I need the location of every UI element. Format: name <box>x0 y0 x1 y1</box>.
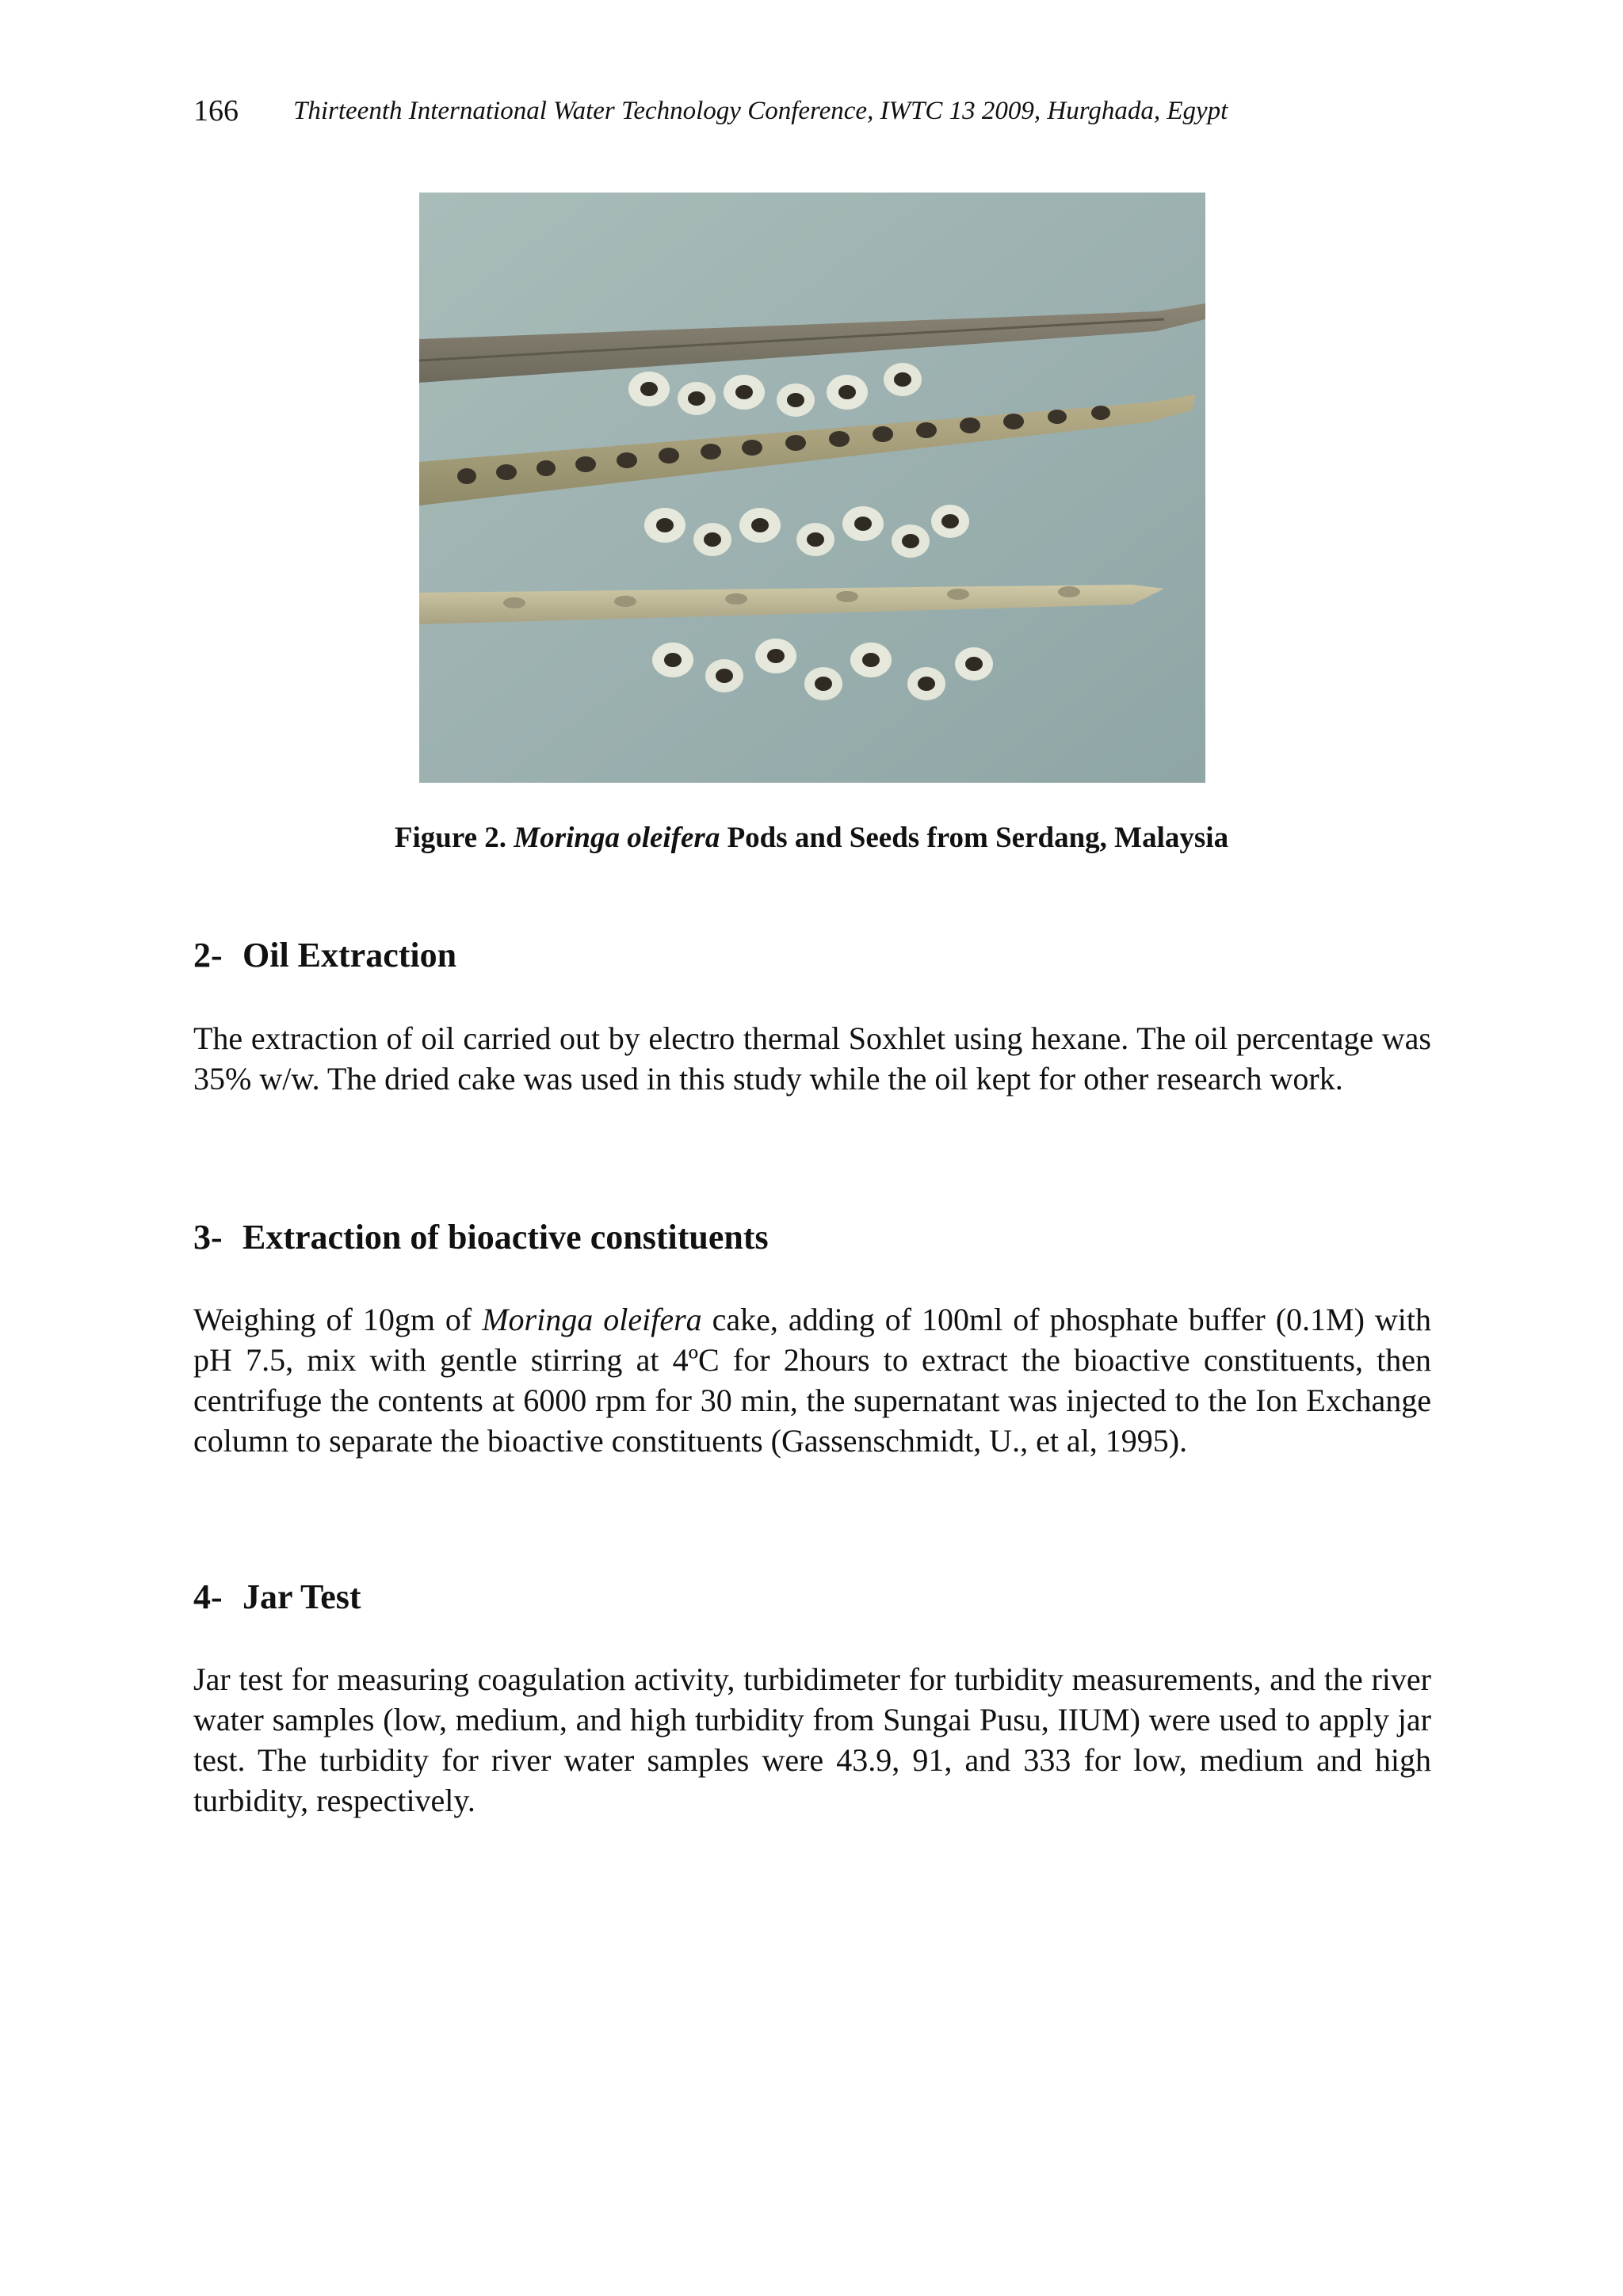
figure-caption-text: Pods and Seeds from Serdang, Malaysia <box>727 822 1229 854</box>
section-title: Extraction of bioactive constituents <box>242 1218 769 1257</box>
section-heading-jar-test <box>193 1577 361 1617</box>
page-header <box>193 93 1430 141</box>
page-number: 166 <box>193 94 239 128</box>
figure-label: Figure 2. <box>394 822 507 854</box>
moringa-pods-photo <box>419 193 1205 783</box>
body-species: Moringa oleifera <box>482 1302 702 1337</box>
running-title: Thirteenth International Water Technology Conference, IWTC 13 2009, Hurghada, Egypt <box>293 97 1228 125</box>
section-title: Jar Test <box>242 1577 361 1616</box>
body-prefix: Weighing of 10gm of <box>193 1302 472 1337</box>
section-number: 3- <box>193 1218 223 1257</box>
section-title: Oil Extraction <box>242 936 457 974</box>
body-suffix: cake, adding of 100ml of phosphate buffer (0.1M) with pH 7.5, mix with gentle stirring at 4ºC for 2hours to extract the bioactive constituents, then centrifuge the contents at 6000 rpm for 30 min, the supernatant was injected to the Ion Exchange column to separate the bioactive constituents (Gassenschmidt, U., et al, 1995). <box>193 1302 1431 1459</box>
section-number: 2- <box>193 936 223 974</box>
figure-species: Moringa oleifera <box>514 822 720 854</box>
section-body-oil-extraction: The extraction of oil carried out by electro thermal Soxhlet using hexane. The oil percentage was 35% w/w. The dried cake was used in this study while the oil kept for other research work. <box>193 1020 1431 1097</box>
section-number: 4- <box>193 1577 223 1616</box>
section-body-bioactive-extraction <box>193 1299 1431 1461</box>
figure-caption <box>0 821 1623 855</box>
section-body-jar-test: Jar test for measuring coagulation activity, turbidimeter for turbidity measurements, and the river water samples (low, medium, and high turbidity from Sungai Pusu, IIUM) were used to apply jar test. The turbidity for river water samples were 43.9, 91, and 333 for low, medium and high turbidity, respectively. <box>193 1661 1431 1818</box>
section-heading-bioactive-extraction <box>193 1217 769 1257</box>
section-heading-oil-extraction <box>193 935 456 975</box>
